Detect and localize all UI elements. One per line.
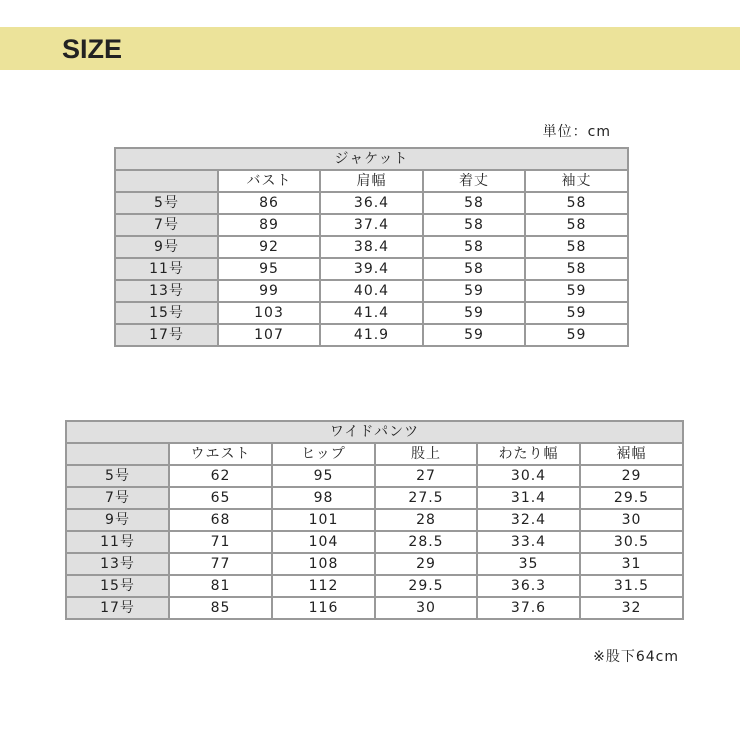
table-cell: 92 — [218, 236, 320, 258]
table-cell: 32.4 — [477, 509, 580, 531]
table-row — [66, 553, 683, 575]
column-header: ヒップ — [272, 443, 375, 465]
table-cell: 37.6 — [477, 597, 580, 619]
table-row — [115, 258, 628, 280]
size-banner — [0, 27, 740, 70]
table-cell: 29.5 — [580, 487, 683, 509]
table-cell: 98 — [272, 487, 375, 509]
table-title-row — [66, 421, 683, 443]
size-label: 9号 — [115, 236, 218, 258]
table-cell: 89 — [218, 214, 320, 236]
table-cell: 59 — [423, 280, 525, 302]
size-label: 15号 — [66, 575, 169, 597]
pants-table-title: ワイドパンツ — [66, 421, 683, 443]
jacket-size-table — [114, 147, 629, 347]
size-label: 17号 — [66, 597, 169, 619]
table-cell: 30 — [375, 597, 477, 619]
table-cell: 77 — [169, 553, 272, 575]
table-cell: 58 — [525, 192, 628, 214]
table-cell: 33.4 — [477, 531, 580, 553]
table-cell: 29 — [375, 553, 477, 575]
table-cell: 112 — [272, 575, 375, 597]
column-header: 着丈 — [423, 170, 525, 192]
size-label: 17号 — [115, 324, 218, 346]
table-cell: 28.5 — [375, 531, 477, 553]
size-label: 5号 — [66, 465, 169, 487]
table-cell: 28 — [375, 509, 477, 531]
table-cell: 58 — [423, 214, 525, 236]
column-header: 裾幅 — [580, 443, 683, 465]
header-corner-cell — [66, 443, 169, 465]
table-cell: 40.4 — [320, 280, 423, 302]
size-label: 13号 — [66, 553, 169, 575]
table-cell: 37.4 — [320, 214, 423, 236]
header-corner-cell — [115, 170, 218, 192]
table-cell: 39.4 — [320, 258, 423, 280]
table-cell: 101 — [272, 509, 375, 531]
table-cell: 95 — [218, 258, 320, 280]
table-title-row — [115, 148, 628, 170]
table-row — [115, 302, 628, 324]
column-header: 肩幅 — [320, 170, 423, 192]
inseam-note: ※股下64cm — [593, 649, 679, 665]
size-label: 9号 — [66, 509, 169, 531]
size-label: 5号 — [115, 192, 218, 214]
column-header: バスト — [218, 170, 320, 192]
table-cell: 41.4 — [320, 302, 423, 324]
size-label: 11号 — [115, 258, 218, 280]
table-cell: 29 — [580, 465, 683, 487]
size-label: 11号 — [66, 531, 169, 553]
table-cell: 59 — [423, 302, 525, 324]
table-cell: 104 — [272, 531, 375, 553]
jacket-table-title: ジャケット — [115, 148, 628, 170]
table-cell: 59 — [525, 302, 628, 324]
table-cell: 58 — [525, 214, 628, 236]
table-row — [115, 214, 628, 236]
table-cell: 58 — [423, 258, 525, 280]
column-header: わたり幅 — [477, 443, 580, 465]
table-cell: 29.5 — [375, 575, 477, 597]
banner-title: SIZE — [62, 34, 123, 64]
table-cell: 27.5 — [375, 487, 477, 509]
table-cell: 81 — [169, 575, 272, 597]
column-header: 袖丈 — [525, 170, 628, 192]
table-row — [66, 509, 683, 531]
table-row — [66, 487, 683, 509]
table-cell: 95 — [272, 465, 375, 487]
table-cell: 32 — [580, 597, 683, 619]
table-row — [66, 531, 683, 553]
table-row — [115, 324, 628, 346]
table-cell: 58 — [423, 236, 525, 258]
table-cell: 71 — [169, 531, 272, 553]
table-row — [115, 236, 628, 258]
table-cell: 31.5 — [580, 575, 683, 597]
table-cell: 27 — [375, 465, 477, 487]
table-header-row — [66, 443, 683, 465]
table-cell: 58 — [525, 258, 628, 280]
table-cell: 116 — [272, 597, 375, 619]
table-cell: 108 — [272, 553, 375, 575]
table-cell: 30 — [580, 509, 683, 531]
column-header: 股上 — [375, 443, 477, 465]
column-header: ウエスト — [169, 443, 272, 465]
table-cell: 85 — [169, 597, 272, 619]
table-cell: 59 — [525, 280, 628, 302]
table-cell: 31.4 — [477, 487, 580, 509]
table-cell: 30.5 — [580, 531, 683, 553]
table-cell: 103 — [218, 302, 320, 324]
table-cell: 31 — [580, 553, 683, 575]
table-cell: 35 — [477, 553, 580, 575]
table-cell: 86 — [218, 192, 320, 214]
table-row — [66, 465, 683, 487]
table-cell: 59 — [423, 324, 525, 346]
pants-size-table — [65, 420, 684, 620]
table-row — [115, 192, 628, 214]
table-cell: 30.4 — [477, 465, 580, 487]
table-row — [66, 575, 683, 597]
table-cell: 99 — [218, 280, 320, 302]
table-cell: 36.3 — [477, 575, 580, 597]
table-header-row — [115, 170, 628, 192]
table-cell: 107 — [218, 324, 320, 346]
table-row — [66, 597, 683, 619]
size-label: 13号 — [115, 280, 218, 302]
table-cell: 59 — [525, 324, 628, 346]
size-label: 7号 — [115, 214, 218, 236]
table-cell: 65 — [169, 487, 272, 509]
unit-label: 単位：cm — [542, 124, 611, 140]
table-cell: 36.4 — [320, 192, 423, 214]
size-label: 7号 — [66, 487, 169, 509]
size-label: 15号 — [115, 302, 218, 324]
table-cell: 62 — [169, 465, 272, 487]
table-cell: 58 — [525, 236, 628, 258]
table-cell: 38.4 — [320, 236, 423, 258]
table-cell: 58 — [423, 192, 525, 214]
table-cell: 68 — [169, 509, 272, 531]
table-cell: 41.9 — [320, 324, 423, 346]
table-row — [115, 280, 628, 302]
